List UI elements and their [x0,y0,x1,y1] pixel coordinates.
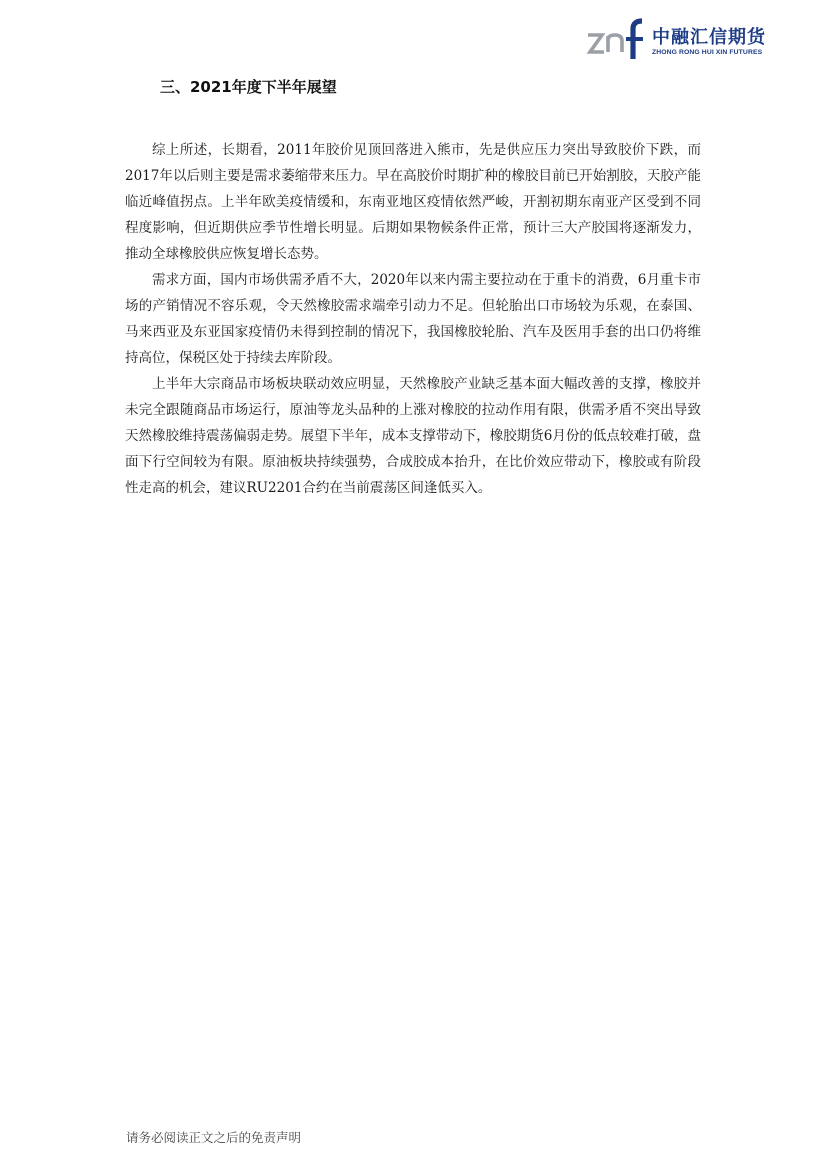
section-title: 三、2021年度下半年展望 [160,78,337,96]
report-body [125,137,701,501]
paragraph-demand: 需求方面，国内市场供需矛盾不大，2020年以来内需主要拉动在于重卡的消费，6月重卡市场的产销情况不容乐观，令天然橡胶需求端牵引动力不足。但轮胎出口市场较为乐观，在泰国、马来西亚及东亚国家疫情仍未得到控制的情况下，我国橡胶轮胎、汽车及医用手套的出口仍将维持高位，保税区处于持续去库阶段。 [125,272,701,366]
footer-disclaimer: 请务必阅读正文之后的免责声明 [126,1130,302,1145]
paragraph-summary: 综上所述，长期看，2011年胶价见顶回落进入熊市，先是供应压力突出导致胶价下跌，而2017年以后则主要是需求萎缩带来压力。早在高胶价时期扩种的橡胶目前已开始割胶，天胶产能临近峰值拐点。上半年欧美疫情缓和，东南亚地区疫情依然严峻，开割初期东南亚产区受到不同程度影响，但近期供应季节性增长明显。后期如果物候条件正常，预计三大产胶国将逐渐发力，推动全球橡胶供应恢复增长态势。 [125,142,701,262]
znf-logo-mark-icon [586,18,646,64]
paragraph-outlook: 上半年大宗商品市场板块联动效应明显，天然橡胶产业缺乏基本面大幅改善的支撑，橡胶并未完全跟随商品市场运行，原油等龙头品种的上涨对橡胶的拉动作用有限，供需矛盾不突出导致天然橡胶维持震荡偏弱走势。展望下半年，成本支撑带动下，橡胶期货6月份的低点较难打破，盘面下行空间较为有限。原油板块持续强势，合成胶成本抬升，在比价效应带动下，橡胶或有阶段性走高的机会，建议RU2201合约在当前震荡区间逢低买入。 [125,376,701,496]
company-logo [586,18,776,64]
logo-chinese-name: 中融汇信期货 [652,27,766,48]
logo-english-name: ZHONG RONG HUI XIN FUTURES [652,49,763,56]
